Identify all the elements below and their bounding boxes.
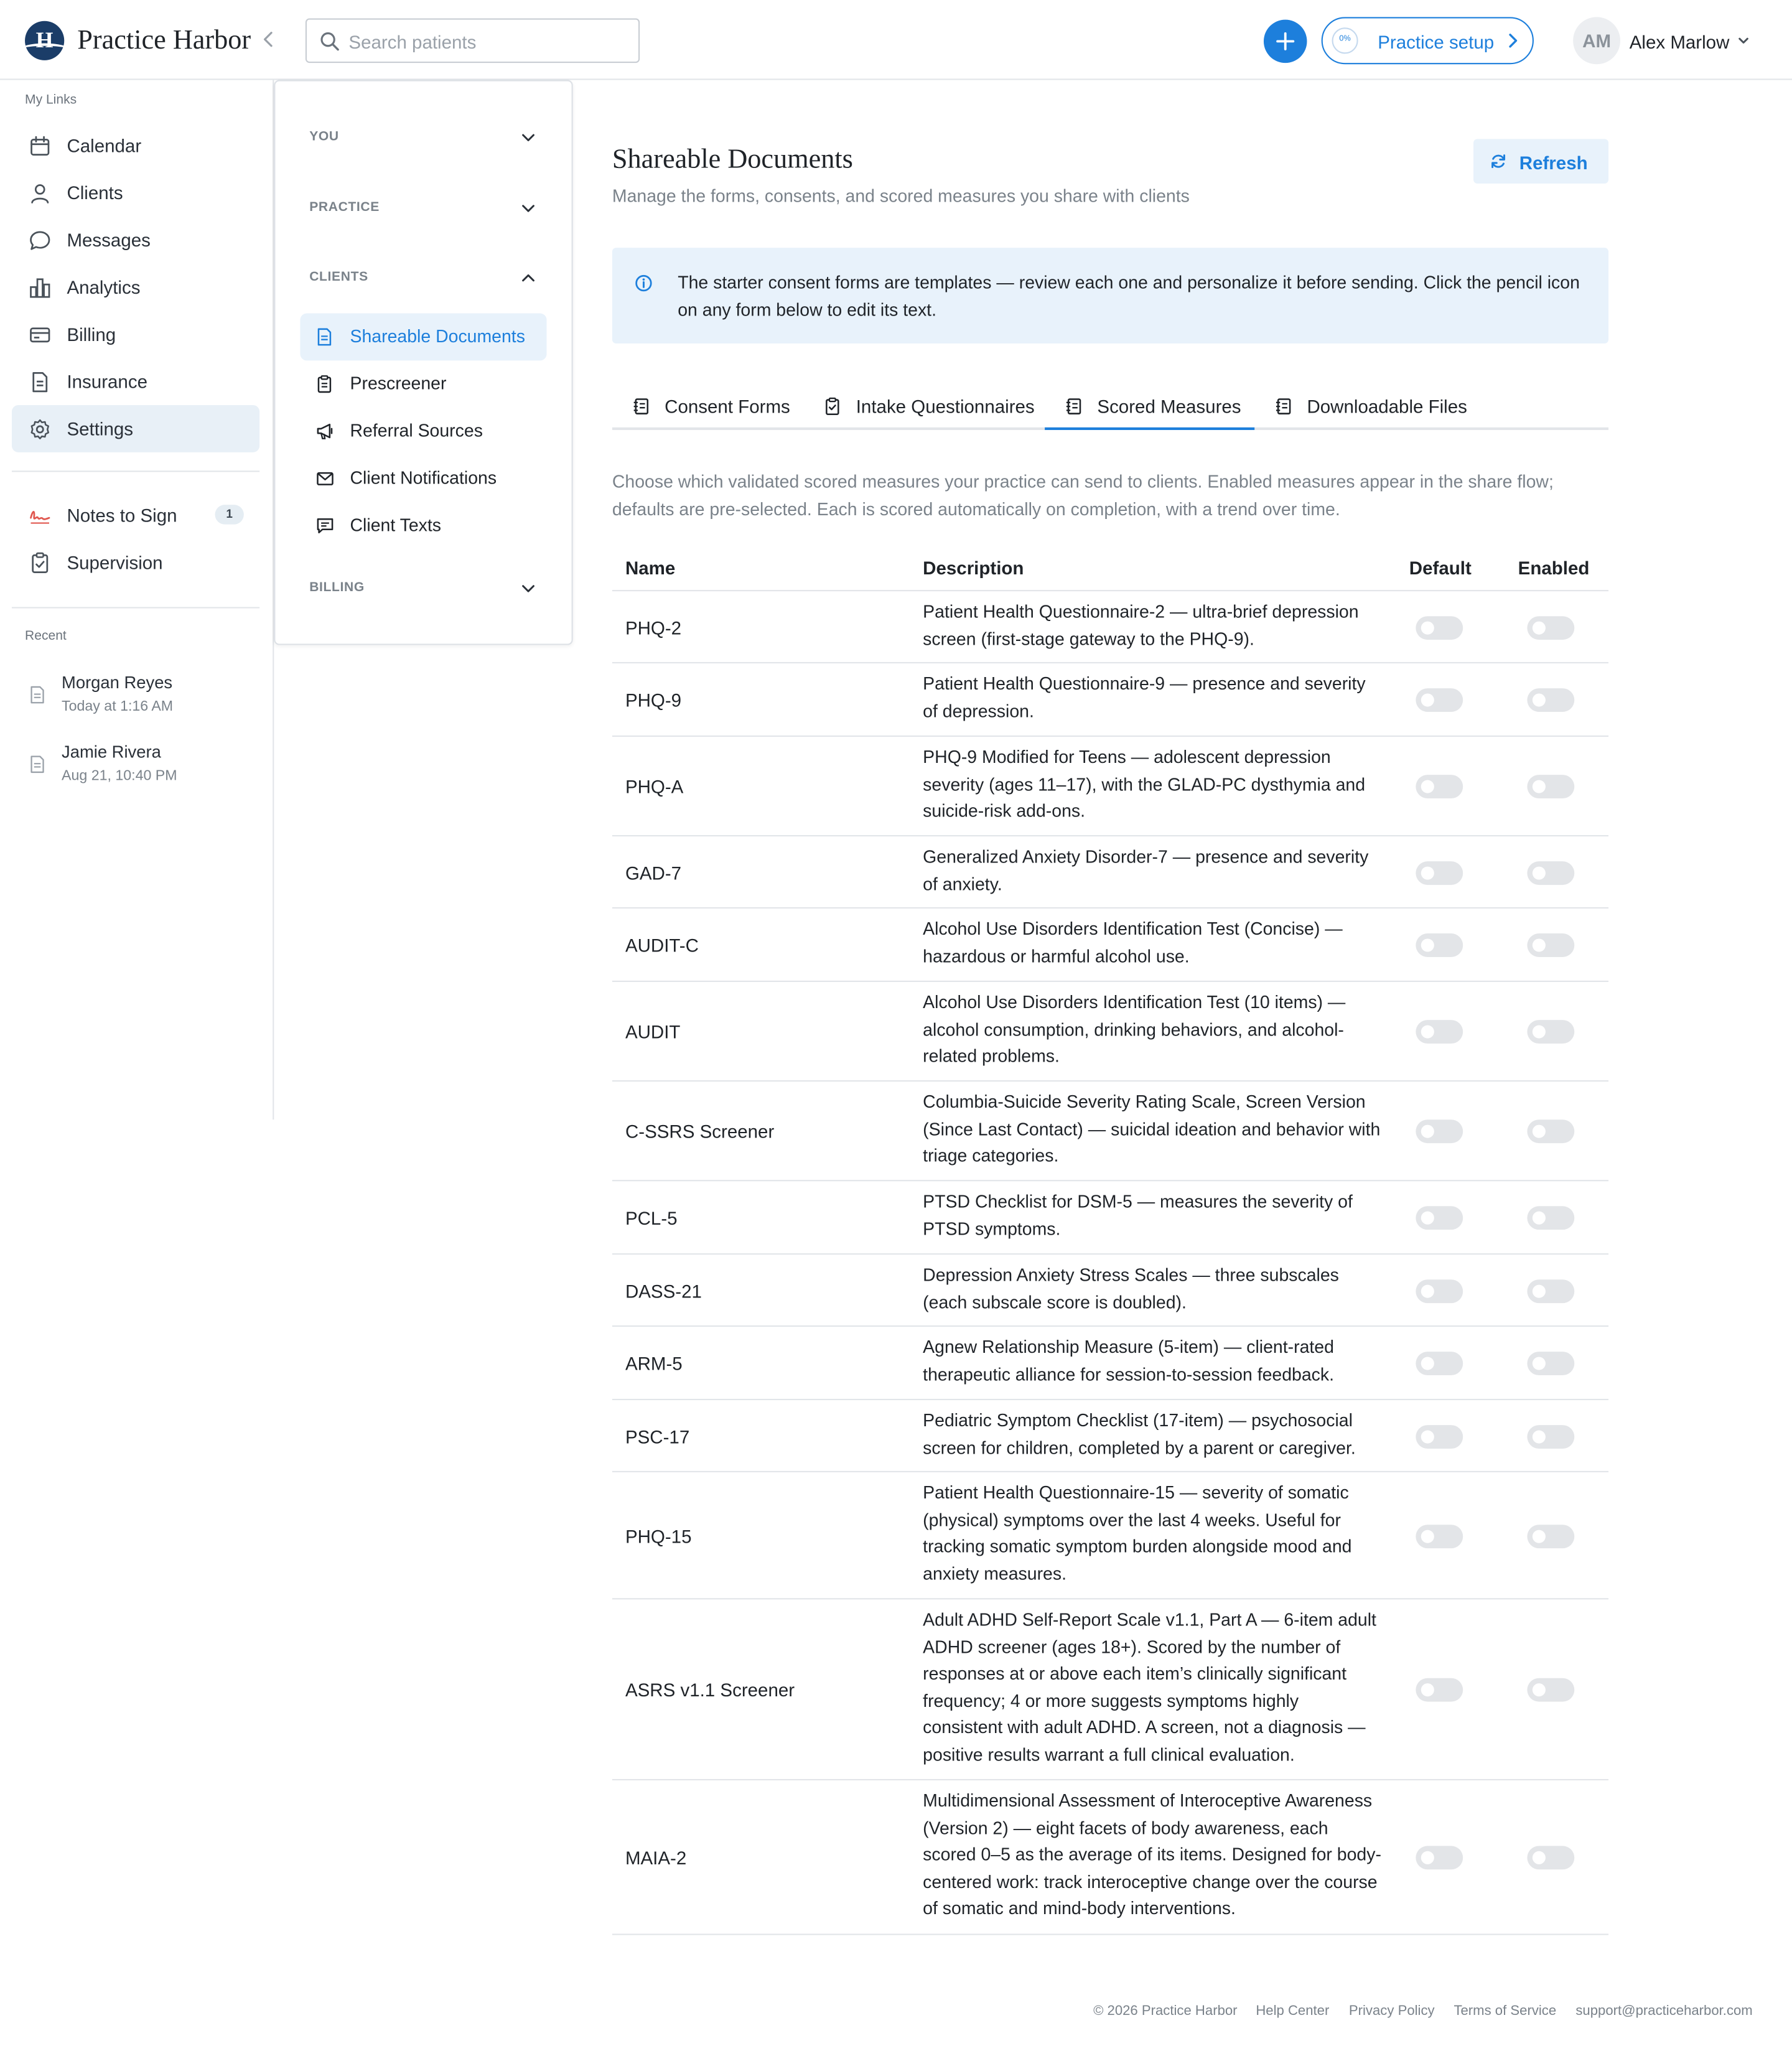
sidebar-item-label: Supervision: [67, 551, 163, 573]
table-row: [612, 1327, 1608, 1400]
measure-name: PHQ-9: [625, 689, 682, 711]
measure-name: AUDIT-C: [625, 935, 699, 956]
tab-label: Intake Questionnaires: [856, 396, 1035, 417]
document-icon: [29, 755, 45, 773]
my-links-caption: My Links: [25, 93, 77, 108]
measure-name: PSC-17: [625, 1426, 690, 1447]
table-row: [612, 1472, 1608, 1599]
chevron-down-icon: [520, 581, 536, 596]
megaphone-icon: [316, 422, 334, 440]
clipboard-icon: [316, 375, 333, 393]
practice-setup-button[interactable]: [1322, 17, 1534, 64]
default-toggle[interactable]: [1416, 1279, 1463, 1302]
section-label: CLIENTS: [309, 270, 368, 285]
sidebar-item-label: Notes to Sign: [67, 505, 177, 526]
toggle-knob: [1421, 1683, 1434, 1696]
user-icon: [29, 182, 51, 205]
toggle-knob: [1533, 1284, 1546, 1297]
toggle-knob: [1533, 938, 1546, 951]
enabled-toggle[interactable]: [1527, 1352, 1574, 1375]
section-label: PRACTICE: [309, 200, 380, 215]
sidebar-item-analytics[interactable]: [12, 263, 259, 311]
user-name[interactable]: Alex Marlow: [1629, 31, 1730, 53]
clipboard-check-icon: [29, 552, 51, 574]
sidebar-item-clients[interactable]: [12, 169, 259, 217]
clipboard-check-icon: [823, 397, 841, 415]
settings-item-prescreener[interactable]: [300, 360, 546, 408]
enabled-toggle[interactable]: [1527, 775, 1574, 798]
tab-scored-measures[interactable]: [1045, 383, 1254, 430]
enabled-toggle[interactable]: [1527, 1524, 1574, 1548]
document-icon: [316, 328, 333, 346]
enabled-toggle[interactable]: [1527, 1206, 1574, 1230]
tab-label: Consent Forms: [665, 396, 790, 417]
recent-client-time: Today at 1:16 AM: [62, 698, 174, 715]
measure-description: Multidimensional Assessment of Interoceptive Awareness (Version 2) — eight facets of body awareness, each scored 0–5 as the average of its items. Designed for body-centered work: track interoceptive change over the course of somatic and mind-body interventions.: [923, 1790, 1381, 1918]
measure-name: GAD-7: [625, 862, 682, 883]
toggle-knob: [1533, 866, 1546, 879]
table-row: [612, 1599, 1608, 1780]
recent-client-item[interactable]: [12, 737, 259, 795]
table-body: [612, 591, 1608, 1935]
chat-bubble-icon: [29, 230, 51, 252]
page-subtitle: Manage the forms, consents, and scored measures you share with clients: [612, 186, 1190, 206]
collapse-sidebar-button[interactable]: [257, 27, 281, 51]
table-row: [612, 663, 1608, 737]
settings-item-client-notifications[interactable]: [300, 455, 546, 502]
measure-description: Columbia-Suicide Severity Rating Scale, Screen Version (Since Last Contact) — suicidal ideation and behavior with triage categories.: [923, 1091, 1381, 1166]
measure-name: DASS-21: [625, 1280, 702, 1301]
default-toggle[interactable]: [1416, 688, 1463, 712]
measure-name: MAIA-2: [625, 1847, 687, 1869]
measure-name: C-SSRS Screener: [625, 1121, 775, 1142]
section-practice-header[interactable]: [309, 195, 545, 222]
refresh-button[interactable]: [1473, 139, 1608, 184]
notes-count-badge: 1: [215, 505, 244, 525]
recent-client-name: Jamie Rivera: [62, 742, 161, 762]
table-row: [612, 909, 1608, 982]
info-banner: [612, 248, 1608, 343]
divider: [12, 470, 259, 472]
sidebar-item-calendar[interactable]: [12, 122, 259, 169]
create-new-button[interactable]: [1264, 20, 1307, 63]
form-icon: [632, 397, 650, 415]
tab-consent-forms[interactable]: [612, 383, 804, 430]
settings-item-shareable-documents[interactable]: [300, 314, 546, 361]
toggle-knob: [1421, 1212, 1434, 1225]
measure-description: Depression Anxiety Stress Scales — three subscales (each subscale score is doubled).: [923, 1265, 1339, 1312]
section-you-header[interactable]: [309, 124, 545, 151]
toggle-knob: [1421, 1530, 1434, 1543]
toggle-knob: [1533, 693, 1546, 706]
sidebar-item-label: Messages: [67, 229, 151, 251]
measure-description: Agnew Relationship Measure (5-item) — client-rated therapeutic alliance for session-to-session feedback.: [923, 1337, 1335, 1384]
user-avatar[interactable]: AM: [1573, 17, 1620, 64]
bar-chart-icon: [29, 277, 51, 299]
measure-description: Patient Health Questionnaire-9 — presence and severity of depression.: [923, 673, 1366, 721]
toggle-knob: [1421, 780, 1434, 793]
toggle-knob: [1421, 621, 1434, 634]
footer-terms-link[interactable]: Terms of Service: [1454, 2003, 1557, 2019]
tab-intake-questionnaires[interactable]: [803, 383, 1045, 430]
enabled-toggle[interactable]: [1527, 688, 1574, 712]
table-row: [612, 1255, 1608, 1327]
settings-item-referral-sources[interactable]: [300, 408, 546, 455]
gear-icon: [29, 418, 51, 441]
recent-client-time: Aug 21, 10:40 PM: [62, 768, 177, 784]
envelope-icon: [316, 469, 334, 487]
measure-description: Alcohol Use Disorders Identification Test (Concise) — hazardous or harmful alcohol use.: [923, 918, 1343, 966]
default-toggle[interactable]: [1416, 1206, 1463, 1230]
recent-client-name: Morgan Reyes: [62, 672, 173, 693]
settings-item-label: Client Texts: [350, 515, 442, 535]
toggle-knob: [1533, 780, 1546, 793]
column-header-description: Description: [923, 557, 1024, 579]
toggle-knob: [1533, 1851, 1546, 1864]
recent-caption: Recent: [25, 629, 67, 644]
sidebar-item-supervision[interactable]: [12, 539, 259, 586]
sidebar-item-billing[interactable]: [12, 311, 259, 358]
table-row: [612, 836, 1608, 909]
settings-menu: [274, 80, 572, 645]
sidebar-item-settings[interactable]: [12, 405, 259, 452]
enabled-toggle[interactable]: [1527, 1424, 1574, 1448]
toggle-knob: [1421, 1851, 1434, 1864]
toggle-knob: [1533, 621, 1546, 634]
toggle-knob: [1533, 1125, 1546, 1138]
table-row: [612, 737, 1608, 836]
info-icon: [635, 274, 653, 292]
footer-support-email[interactable]: support@practiceharbor.com: [1575, 2003, 1753, 2019]
settings-item-label: Referral Sources: [350, 421, 483, 441]
toggle-knob: [1421, 938, 1434, 951]
toggle-knob: [1421, 1125, 1434, 1138]
default-toggle[interactable]: [1416, 775, 1463, 798]
chevron-up-icon: [520, 270, 536, 286]
default-toggle[interactable]: [1416, 1846, 1463, 1869]
document-tabs: [612, 383, 1608, 430]
default-toggle[interactable]: [1416, 1678, 1463, 1702]
enabled-toggle[interactable]: [1527, 1119, 1574, 1143]
credit-card-icon: [29, 324, 51, 346]
chevron-left-icon: [257, 27, 281, 51]
sidebar-item-label: Analytics: [67, 276, 141, 298]
search-box: [306, 18, 640, 63]
search-icon: [320, 32, 340, 52]
enabled-toggle[interactable]: [1527, 933, 1574, 957]
sidebar-item-messages[interactable]: [12, 217, 259, 264]
info-text: The starter consent forms are templates — review each one and personalize it before sending. Click the pencil icon on any form below to edit its text.: [678, 273, 1580, 320]
measure-description: PTSD Checklist for DSM-5 — measures the severity of PTSD symptoms.: [923, 1192, 1353, 1238]
plus-icon: [1276, 32, 1295, 52]
divider: [12, 607, 259, 608]
measure-name: ASRS v1.1 Screener: [625, 1679, 795, 1701]
measure-name: PCL-5: [625, 1207, 678, 1229]
enabled-toggle[interactable]: [1527, 615, 1574, 639]
scored-measures-intro: Choose which validated scored measures your practice can send to clients. Enabled measures appear in the share flow; defaults are pre-selected. Each is scored automatically on completion, with a trend over time.: [612, 472, 1554, 519]
sidebar-item-label: Clients: [67, 182, 123, 203]
settings-item-label: Shareable Documents: [350, 326, 525, 347]
toggle-knob: [1533, 1026, 1546, 1039]
sidebar-item-label: Settings: [67, 418, 134, 439]
toggle-knob: [1533, 1530, 1546, 1543]
settings-item-client-texts[interactable]: [300, 502, 546, 549]
refresh-label: Refresh: [1519, 152, 1588, 174]
signature-icon: [29, 505, 51, 527]
default-toggle[interactable]: [1416, 861, 1463, 884]
practice-logo[interactable]: H: [25, 21, 64, 60]
default-toggle[interactable]: [1416, 1524, 1463, 1548]
measure-name: PHQ-15: [625, 1525, 692, 1546]
page-title: Shareable Documents: [612, 143, 853, 175]
toggle-knob: [1421, 1026, 1434, 1039]
measure-name: PHQ-2: [625, 617, 682, 638]
document-icon: [29, 371, 51, 393]
recent-client-item[interactable]: [12, 667, 259, 725]
sidebar-item-insurance[interactable]: [12, 358, 259, 405]
toggle-knob: [1421, 693, 1434, 706]
section-clients-header[interactable]: [309, 265, 545, 291]
sidebar-item-label: Billing: [67, 324, 116, 345]
sidebar-item-label: Calendar: [67, 135, 142, 156]
table-header: [612, 544, 1608, 591]
footer-help-link[interactable]: Help Center: [1256, 2003, 1330, 2019]
table-row: [612, 591, 1608, 663]
column-header-name: Name: [625, 557, 676, 579]
toggle-knob: [1421, 1429, 1434, 1442]
toggle-knob: [1533, 1212, 1546, 1225]
column-header-enabled: Enabled: [1518, 557, 1590, 579]
measure-description: Alcohol Use Disorders Identification Test (10 items) — alcohol consumption, drinking behaviors, and alcohol-related problems.: [923, 992, 1346, 1066]
toggle-knob: [1533, 1357, 1546, 1370]
enabled-toggle[interactable]: [1527, 1279, 1574, 1302]
table-row: [612, 1400, 1608, 1472]
document-icon: [29, 686, 45, 704]
tab-label: Downloadable Files: [1307, 396, 1467, 417]
setup-label: Practice setup: [1378, 31, 1495, 53]
message-icon: [316, 516, 334, 535]
form-icon: [1274, 397, 1292, 415]
settings-item-label: Prescreener: [350, 373, 447, 394]
sidebar: [0, 80, 274, 1120]
chevron-down-icon[interactable]: [1737, 34, 1750, 47]
footer-privacy-link[interactable]: Privacy Policy: [1348, 2003, 1435, 2019]
chevron-down-icon: [520, 130, 536, 146]
default-toggle[interactable]: [1416, 933, 1463, 957]
column-header-default: Default: [1409, 557, 1472, 579]
section-label: BILLING: [309, 581, 365, 596]
tab-label: Scored Measures: [1097, 396, 1241, 417]
table-row: [612, 982, 1608, 1082]
toggle-knob: [1533, 1683, 1546, 1696]
section-label: YOU: [309, 129, 339, 144]
measure-description: Pediatric Symptom Checklist (17-item) — psychosocial screen for children, completed by a parent or caregiver.: [923, 1410, 1356, 1457]
chevron-down-icon: [520, 200, 536, 216]
measure-description: Patient Health Questionnaire-15 — severity of somatic (physical) symptoms over the last 4 weeks. Useful for tracking somatic symptom burden alongside mood and anxiety measures.: [923, 1482, 1352, 1583]
measure-name: ARM-5: [625, 1353, 683, 1374]
refresh-icon: [1490, 153, 1506, 169]
measure-description: Adult ADHD Self-Report Scale v1.1, Part A — 6-item adult ADHD screener (ages 18+). Scored by the number of responses at or above each item’s clinically significant frequency; 4 or more suggests symptoms highly consistent with adult ADHD. A screen, not a diagnosis — positive results warrant a full clinical evaluation.: [923, 1610, 1376, 1764]
default-toggle[interactable]: [1416, 615, 1463, 639]
measures-table: [612, 544, 1608, 1935]
default-toggle[interactable]: [1416, 1020, 1463, 1044]
enabled-toggle[interactable]: [1527, 1020, 1574, 1044]
enabled-toggle[interactable]: [1527, 1678, 1574, 1702]
measure-name: PHQ-A: [625, 776, 684, 797]
default-toggle[interactable]: [1416, 1424, 1463, 1448]
brand-name: Practice Harbor: [77, 23, 251, 55]
measure-description: Patient Health Questionnaire-2 — ultra-brief depression screen (first-stage gateway to the PHQ-9).: [923, 602, 1359, 648]
default-toggle[interactable]: [1416, 1352, 1463, 1375]
setup-progress-ring: 0%: [1332, 27, 1358, 54]
measure-description: Generalized Anxiety Disorder-7 — presence and severity of anxiety.: [923, 846, 1369, 894]
toggle-knob: [1421, 1284, 1434, 1297]
measure-description: PHQ-9 Modified for Teens — adolescent depression severity (ages 11–17), with the GLAD-PC dysthymia and suicide-risk add-ons.: [923, 747, 1366, 821]
table-row: [612, 1181, 1608, 1255]
settings-item-label: Client Notifications: [350, 468, 497, 488]
enabled-toggle[interactable]: [1527, 861, 1574, 884]
sidebar-item-notes-to-sign[interactable]: [12, 492, 259, 539]
default-toggle[interactable]: [1416, 1119, 1463, 1143]
toggle-knob: [1421, 1357, 1434, 1370]
chevron-right-icon: [1503, 32, 1521, 50]
toggle-knob: [1533, 1429, 1546, 1442]
section-billing-header[interactable]: [309, 576, 545, 602]
form-icon: [1065, 397, 1083, 415]
table-row: [612, 1780, 1608, 1935]
tab-downloadable-files[interactable]: [1254, 383, 1477, 430]
measure-name: AUDIT: [625, 1021, 681, 1042]
sidebar-item-label: Insurance: [67, 371, 147, 392]
table-row: [612, 1082, 1608, 1181]
top-header: [0, 0, 1792, 80]
toggle-knob: [1421, 866, 1434, 879]
calendar-icon: [29, 135, 51, 157]
footer-copyright: © 2026 Practice Harbor: [1093, 2003, 1238, 2019]
search-input[interactable]: [348, 27, 630, 56]
enabled-toggle[interactable]: [1527, 1846, 1574, 1869]
